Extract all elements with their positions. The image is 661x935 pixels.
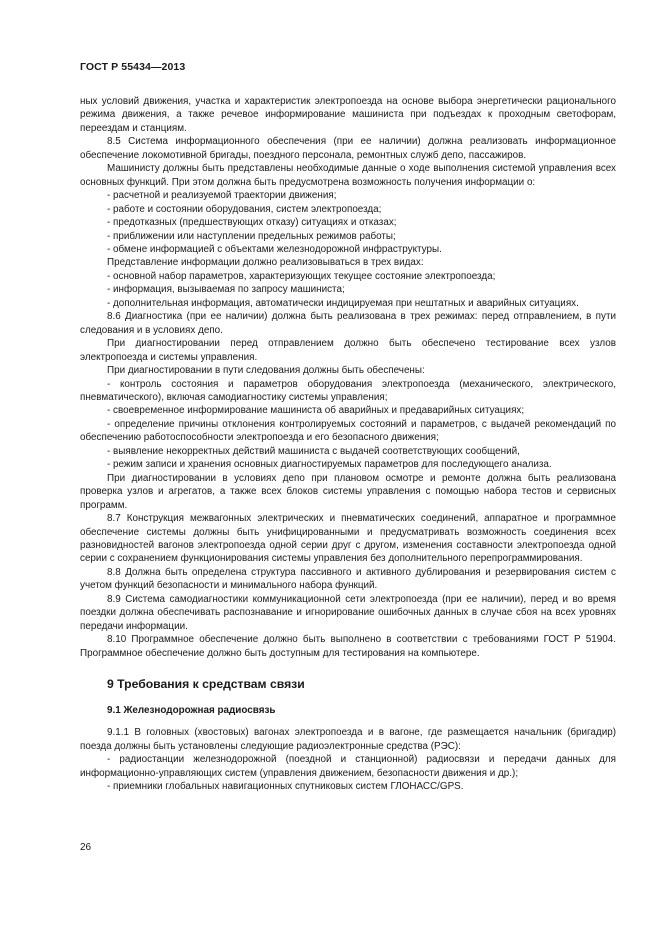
- paragraph-9-1-1: 9.1.1 В головных (хвостовых) вагонах электропоезда и в вагоне, где размещается начальник (бригадир) поезда должны быть установлены следующие радиоэлектронные средства (РЭС):: [80, 727, 616, 752]
- list-item: - радиостанции железнодорожной (поездной и станционной) радиосвязи и передачи данных для информационно-управляющих систем (управления движением, безопасности движения и др.);: [80, 754, 616, 779]
- paragraph-driver-data: Машинисту должны быть представлены необходимые данные о ходе выполнения системой управления всех основных функций. При этом должна быть предусмотрена возможность получения информации о:: [80, 163, 616, 188]
- page-body: [80, 95, 616, 794]
- paragraph-presentation: Представление информации должно реализовываться в трех видах:: [107, 257, 424, 269]
- paragraph-8-5: 8.5 Система информационного обеспечения (при ее наличии) должна реализовать информационное обеспечение локомотивной бригады, поездного персонала, ремонтных служб депо, пассажиров.: [80, 136, 616, 161]
- paragraph-diag-departure: При диагностировании перед отправлением должно быть обеспечено тестирование всех узлов электропоезда и системы управления.: [80, 338, 616, 363]
- page-number: 26: [80, 842, 92, 853]
- list-item: - предотказных (предшествующих отказу) ситуациях и отказах;: [107, 217, 397, 229]
- list-item: - выявление некорректных действий машиниста с выдачей соответствующих сообщений,: [107, 445, 520, 457]
- paragraph-8-6: 8.6 Диагностика (при ее наличии) должна быть реализована в трех режимах: перед отправлением, в пути следования и в условиях депо.: [80, 311, 616, 336]
- paragraph-diag-route: При диагностировании в пути следования должны быть обеспечены:: [107, 365, 425, 377]
- list-item: - основной набор параметров, характеризующих текущее состояние электропоезда;: [107, 270, 496, 282]
- paragraph-diag-depot: При диагностировании в условиях депо при плановом осмотре и ремонте должна быть реализована проверка узлов и агрегатов, а также всех блоков системы управления с помощью набора тестов и сервисных программ.: [80, 472, 616, 511]
- list-item: - обмене информацией с объектами железнодорожной инфраструктуры.: [107, 243, 442, 255]
- paragraph-8-10: 8.10 Программное обеспечение должно быть выполнено в соответствии с требованиями ГОСТ Р 51904. Программное обеспечение должно быть доступным для тестирования на компьютере.: [80, 634, 616, 659]
- list-item: - работе и состоянии оборудования, систем электропоезда;: [107, 203, 382, 215]
- section-9-heading: 9 Требования к средствам связи: [107, 677, 305, 692]
- list-item: - своевременное информирование машиниста об аварийных и предаварийных ситуациях;: [107, 405, 525, 417]
- list-item: - контроль состояния и параметров оборудования электропоезда (механического, электрического, пневматического), включая самодиагностику системы управления;: [80, 378, 616, 403]
- paragraph-8-9: 8.9 Система самодиагностики коммуникационной сети электропоезда (при ее наличии), перед и во время поездки должна обеспечивать распознавание и игнорирование ошибочных данных в случае сбоя на всех уровнях передачи информации.: [80, 593, 616, 632]
- paragraph-continuation: ных условий движения, участка и характеристик электропоезда на основе выбора энергетически рационального режима движения, а также речевое информирование машиниста при подъездах к проходным светофорам, переездам и станциям.: [80, 96, 616, 134]
- list-item: - дополнительная информация, автоматически индицируемая при нештатных и аварийных ситуациях.: [107, 297, 579, 309]
- subsection-9-1-heading: 9.1 Железнодорожная радиосвязь: [107, 705, 276, 717]
- list-item: - приближении или наступлении предельных режимов работы;: [107, 230, 396, 242]
- paragraph-8-8: 8.8 Должна быть определена структура пассивного и активного дублирования и резервирования систем с учетом функций безопасности и минимального набора функций.: [80, 566, 616, 592]
- list-item: - приемники глобальных навигационных спутниковых систем ГЛОНАСС/GPS.: [107, 781, 464, 793]
- list-item: - режим записи и хранения основных диагностируемых параметров для последующего анализа.: [107, 459, 552, 471]
- list-item: - расчетной и реализуемой траектории движения;: [107, 190, 337, 202]
- paragraph-8-7: 8.7 Конструкция межвагонных электрических и пневматических соединений, аппаратное и программное обеспечение системы должны быть унифицированными и предусматривать возможность соединения всех разновидностей вагонов электропоезда одной серии друг с другом, изменения составности электропоезда одной серии с сохранением функционирования системы управления без дополнительного перепрограммирования.: [80, 513, 616, 565]
- list-item: - информация, вызываемая по запросу машиниста;: [107, 284, 345, 296]
- list-item: - определение причины отклонения контролируемых состояний и параметров, с выдачей рекомендаций по обеспечению работоспособности электропоезда и его безопасного движения;: [80, 418, 616, 444]
- document-header: ГОСТ Р 55434—2013: [80, 61, 186, 73]
